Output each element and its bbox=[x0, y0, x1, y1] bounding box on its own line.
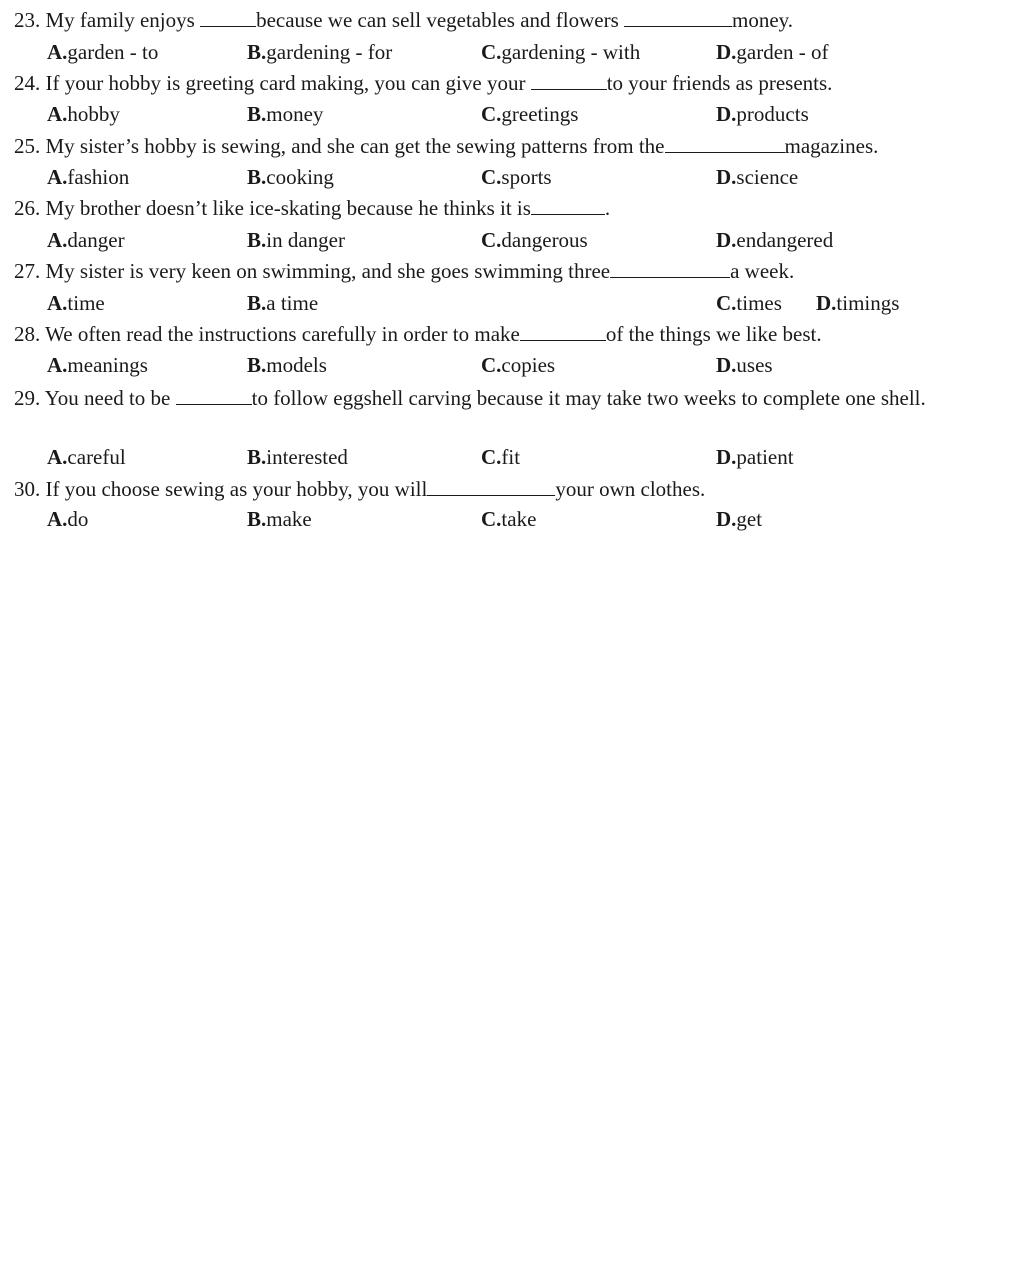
option-text: gardening - for bbox=[266, 40, 393, 64]
option-letter: A. bbox=[47, 353, 68, 377]
option-letter: A. bbox=[47, 40, 68, 64]
answer-blank bbox=[520, 322, 606, 341]
question-text: to follow eggshell carving because it may take two weeks to complete one shell. bbox=[251, 386, 926, 410]
option-letter: D. bbox=[716, 507, 737, 531]
option-b[interactable] bbox=[247, 352, 327, 378]
option-letter: A. bbox=[47, 228, 68, 252]
option-letter: A. bbox=[47, 291, 68, 315]
option-d[interactable] bbox=[716, 164, 798, 190]
option-letter: A. bbox=[47, 445, 68, 469]
option-text: patient bbox=[736, 445, 794, 469]
question-text: money. bbox=[732, 8, 794, 32]
option-text: in danger bbox=[266, 228, 345, 252]
option-text: science bbox=[736, 165, 799, 189]
question-28 bbox=[14, 321, 1020, 347]
option-text: make bbox=[266, 507, 312, 531]
question-29 bbox=[14, 385, 1020, 411]
question-24 bbox=[14, 70, 1020, 96]
answer-blank bbox=[665, 134, 785, 153]
answer-blank bbox=[176, 386, 252, 405]
question-text: of the things we like best. bbox=[605, 322, 822, 346]
question-number: 25. bbox=[14, 134, 41, 158]
option-letter: D. bbox=[816, 291, 837, 315]
question-text: a week. bbox=[730, 259, 795, 283]
option-letter: D. bbox=[716, 102, 737, 126]
option-letter: B. bbox=[247, 165, 267, 189]
option-letter: B. bbox=[247, 228, 267, 252]
option-letter: B. bbox=[247, 102, 267, 126]
option-d[interactable] bbox=[716, 444, 794, 470]
question-text: We often read the instructions carefully in order to make bbox=[45, 322, 520, 346]
option-letter: B. bbox=[247, 353, 267, 377]
option-text: meanings bbox=[67, 353, 148, 377]
option-b[interactable] bbox=[247, 290, 318, 316]
answer-blank bbox=[624, 8, 732, 27]
option-text: get bbox=[736, 507, 763, 531]
option-text: fit bbox=[501, 445, 521, 469]
option-c[interactable] bbox=[481, 227, 588, 253]
option-a[interactable] bbox=[47, 290, 105, 316]
option-letter: D. bbox=[716, 353, 737, 377]
option-text: danger bbox=[67, 228, 125, 252]
option-c[interactable] bbox=[481, 352, 555, 378]
option-a[interactable] bbox=[47, 444, 126, 470]
option-text: money bbox=[266, 102, 324, 126]
option-c[interactable] bbox=[481, 506, 536, 532]
option-text: hobby bbox=[67, 102, 120, 126]
option-d[interactable] bbox=[716, 101, 809, 127]
question-27 bbox=[14, 258, 1020, 284]
option-text: dangerous bbox=[501, 228, 588, 252]
option-d[interactable] bbox=[716, 227, 833, 253]
option-b[interactable] bbox=[247, 101, 323, 127]
option-letter: B. bbox=[247, 40, 267, 64]
option-text: greetings bbox=[501, 102, 579, 126]
option-b[interactable] bbox=[247, 164, 334, 190]
option-text: take bbox=[501, 507, 537, 531]
option-a[interactable] bbox=[47, 101, 120, 127]
option-text: gardening - with bbox=[501, 40, 641, 64]
question-number: 30. bbox=[14, 477, 41, 501]
answer-blank bbox=[200, 8, 256, 27]
option-d[interactable] bbox=[716, 39, 829, 65]
option-text: sports bbox=[501, 165, 552, 189]
option-c[interactable] bbox=[481, 444, 520, 470]
answer-blank bbox=[531, 196, 605, 215]
option-b[interactable] bbox=[247, 227, 345, 253]
option-text: garden - to bbox=[67, 40, 159, 64]
option-text: products bbox=[736, 102, 809, 126]
question-30 bbox=[14, 476, 1020, 502]
option-letter: D. bbox=[716, 228, 737, 252]
option-letter: C. bbox=[481, 102, 502, 126]
option-letter: C. bbox=[481, 353, 502, 377]
question-text: My sister is very keen on swimming, and she goes swimming three bbox=[45, 259, 611, 283]
option-letter: B. bbox=[247, 291, 267, 315]
answer-blank bbox=[531, 71, 607, 90]
option-d[interactable] bbox=[816, 290, 899, 316]
option-letter: C. bbox=[481, 228, 502, 252]
question-text: You need to be bbox=[44, 386, 176, 410]
option-text: timings bbox=[836, 291, 900, 315]
question-number: 23. bbox=[14, 8, 41, 32]
option-c[interactable] bbox=[481, 39, 640, 65]
option-a[interactable] bbox=[47, 164, 129, 190]
question-26 bbox=[14, 195, 1020, 221]
question-number: 24. bbox=[14, 71, 41, 95]
option-c[interactable] bbox=[716, 290, 782, 316]
option-b[interactable] bbox=[247, 444, 348, 470]
option-c[interactable] bbox=[481, 164, 552, 190]
option-d[interactable] bbox=[716, 506, 762, 532]
option-text: endangered bbox=[736, 228, 834, 252]
question-text: because we can sell vegetables and flowers bbox=[256, 8, 624, 32]
question-text: If you choose sewing as your hobby, you will bbox=[45, 477, 428, 501]
option-letter: D. bbox=[716, 445, 737, 469]
option-a[interactable] bbox=[47, 39, 158, 65]
question-text: your own clothes. bbox=[555, 477, 706, 501]
question-text: My brother doesn’t like ice-skating because he thinks it is bbox=[45, 196, 531, 220]
question-text: to your friends as presents. bbox=[606, 71, 833, 95]
option-letter: D. bbox=[716, 165, 737, 189]
option-text: times bbox=[736, 291, 782, 315]
answer-blank bbox=[427, 477, 555, 496]
option-a[interactable] bbox=[47, 227, 125, 253]
question-number: 29. bbox=[14, 386, 41, 410]
option-b[interactable] bbox=[247, 39, 392, 65]
option-text: interested bbox=[266, 445, 348, 469]
option-letter: C. bbox=[481, 40, 502, 64]
option-b[interactable] bbox=[247, 506, 312, 532]
option-text: time bbox=[67, 291, 105, 315]
option-a[interactable] bbox=[47, 506, 88, 532]
option-letter: A. bbox=[47, 507, 68, 531]
question-23 bbox=[14, 7, 1020, 33]
option-letter: C. bbox=[481, 165, 502, 189]
option-a[interactable] bbox=[47, 352, 148, 378]
option-letter: B. bbox=[247, 445, 267, 469]
option-text: careful bbox=[67, 445, 126, 469]
option-letter: A. bbox=[47, 102, 68, 126]
option-text: garden - of bbox=[736, 40, 829, 64]
option-text: models bbox=[266, 353, 327, 377]
question-text: If your hobby is greeting card making, you can give your bbox=[45, 71, 531, 95]
option-letter: C. bbox=[481, 445, 502, 469]
question-text: My family enjoys bbox=[45, 8, 201, 32]
option-c[interactable] bbox=[481, 101, 578, 127]
question-number: 28. bbox=[14, 322, 41, 346]
question-text: . bbox=[604, 196, 611, 220]
option-text: do bbox=[67, 507, 89, 531]
option-letter: D. bbox=[716, 40, 737, 64]
question-text: magazines. bbox=[784, 134, 879, 158]
option-letter: B. bbox=[247, 507, 267, 531]
option-text: copies bbox=[501, 353, 556, 377]
question-number: 26. bbox=[14, 196, 41, 220]
answer-blank bbox=[610, 259, 730, 278]
option-letter: C. bbox=[716, 291, 737, 315]
option-text: uses bbox=[736, 353, 773, 377]
question-25 bbox=[14, 133, 1020, 159]
option-letter: A. bbox=[47, 165, 68, 189]
option-text: cooking bbox=[266, 165, 334, 189]
option-letter: C. bbox=[481, 507, 502, 531]
option-text: fashion bbox=[67, 165, 130, 189]
question-text: My sister’s hobby is sewing, and she can get the sewing patterns from the bbox=[45, 134, 665, 158]
option-d[interactable] bbox=[716, 352, 773, 378]
question-number: 27. bbox=[14, 259, 41, 283]
option-text: a time bbox=[266, 291, 319, 315]
